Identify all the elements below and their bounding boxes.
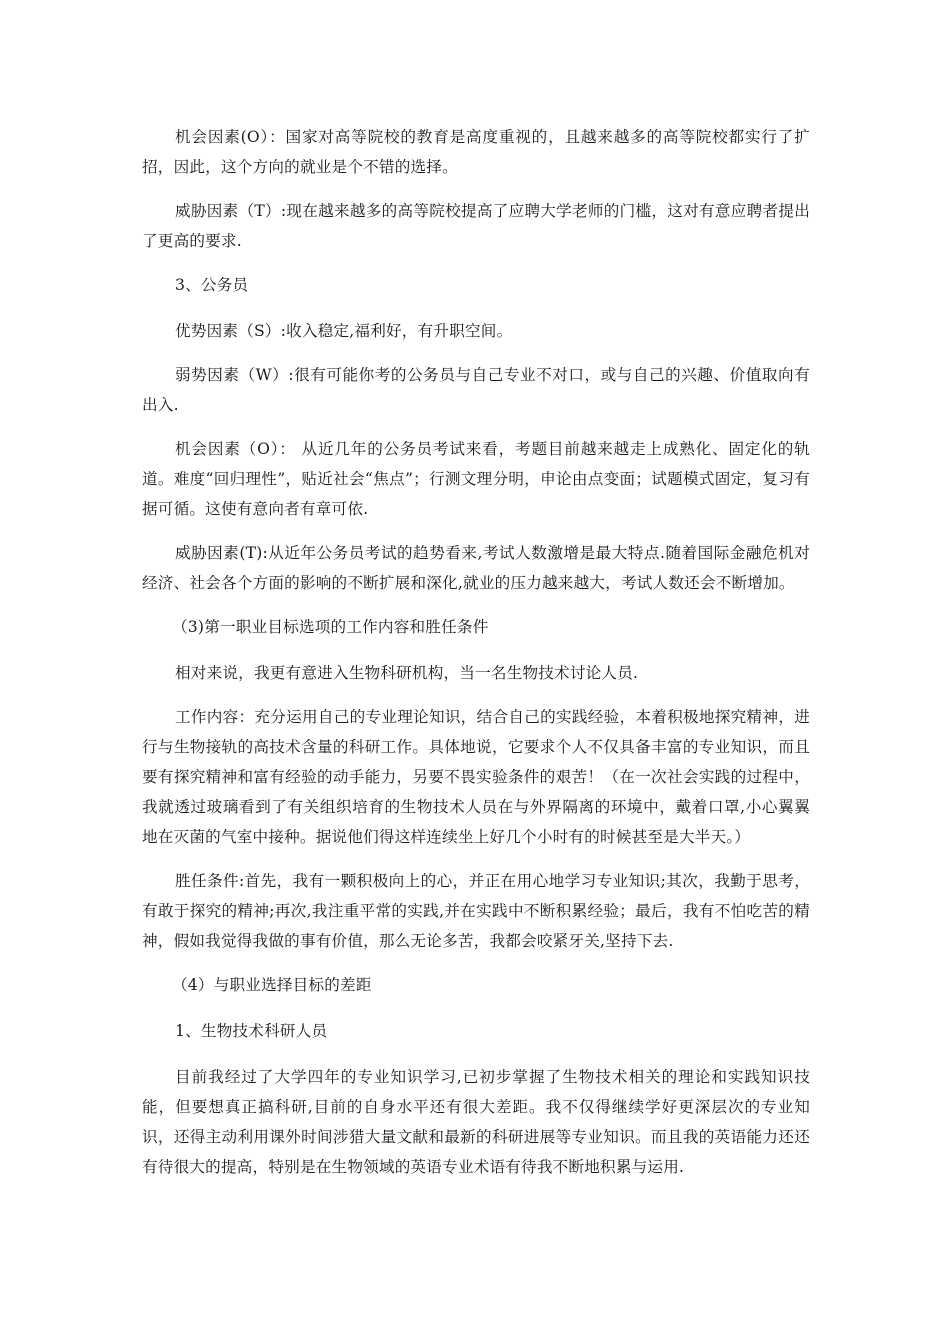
paragraph-strength-civil-servant: 优势因素（S）:收入稳定,福利好，有升职空间。	[175, 322, 513, 340]
paragraph-work-content: 工作内容：充分运用自己的专业理论知识，结合自己的实践经验，本着积极地探究精神，进行与生物接轨的高技术含量的科研工作。具体地说，它要求个人不仅具备丰富的专业知识，而且要有探究精神和富有经验的动手能力，另要不畏实验条件的艰苦！（在一次社会实践的过程中，我就透过玻璃看到了有关组织培育的生物技术人员在与外界隔离的环境中，戴着口罩,小心翼翼地在灭菌的气室中接种。据说他们得这样连续坐上好几个小时有的时候甚至是大半天。）	[142, 708, 810, 846]
section-heading-gap: （4）与职业选择目标的差距	[172, 976, 372, 994]
paragraph-preference: 相对来说，我更有意进入生物科研机构，当一名生物技术讨论人员.	[175, 664, 639, 682]
section-heading-civil-servant: 3、公务员	[175, 276, 249, 294]
paragraph-opportunity-university: 机会因素(O）：国家对高等院校的教育是高度重视的，且越来越多的高等院校都实行了扩招，因此，这个方向的就业是个不错的选择。	[142, 128, 810, 176]
section-heading-bio-researcher: 1、生物技术科研人员	[175, 1022, 328, 1040]
paragraph-threat-university: 威胁因素（T）:现在越来越多的高等院校提高了应聘大学老师的门槛，这对有意应聘者提出了更高的要求.	[142, 202, 810, 250]
paragraph-qualifications: 胜任条件:首先，我有一颗积极向上的心，并正在用心地学习专业知识;其次，我勤于思考，有敢于探究的精神;再次,我注重平常的实践,并在实践中不断积累经验；最后，我有不怕吃苦的精神，假如我觉得我做的事有价值，那么无论多苦，我都会咬紧牙关,坚持下去.	[142, 872, 810, 950]
document-body	[142, 122, 810, 1196]
paragraph-threat-civil-servant: 威胁因素(T):从近年公务员考试的趋势看来,考试人数激增是最大特点.随着国际金融危机对经济、社会各个方面的影响的不断扩展和深化,就业的压力越来越大，考试人数还会不断增加。	[142, 544, 810, 592]
paragraph-gap-analysis: 目前我经过了大学四年的专业知识学习,已初步掌握了生物技术相关的理论和实践知识技能，但要想真正搞科研,目前的自身水平还有很大差距。我不仅得继续学好更深层次的专业知识，还得主动利用课外时间涉猎大量文献和最新的科研进展等专业知识。而且我的英语能力还还有待很大的提高，特别是在生物领域的英语专业术语有待我不断地积累与运用.	[142, 1068, 810, 1176]
paragraph-opportunity-civil-servant: 机会因素（O）： 从近几年的公务员考试来看，考题目前越来越走上成熟化、固定化的轨道。难度“回归理性”，贴近社会“焦点”；行测文理分明，申论由点变面；试题模式固定，复习有据可循。这使有意向者有章可依.	[142, 440, 810, 518]
section-heading-work-content: （3)第一职业目标选项的工作内容和胜任条件	[172, 618, 489, 636]
paragraph-weakness-civil-servant: 弱势因素（W）:很有可能你考的公务员与自己专业不对口，或与自己的兴趣、价值取向有出入.	[142, 366, 810, 414]
